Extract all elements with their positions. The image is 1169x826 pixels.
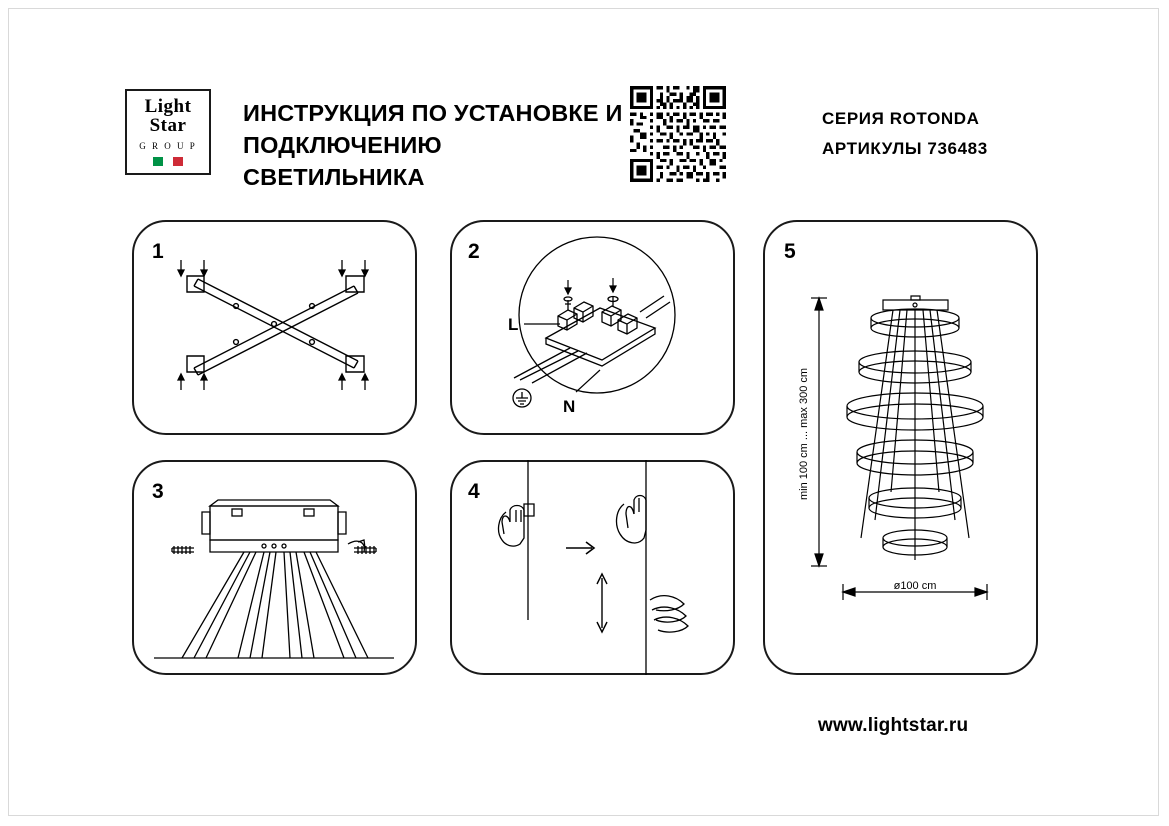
logo-line-1: Light — [144, 96, 192, 117]
step-4-illustration — [450, 460, 735, 675]
series-label: СЕРИЯ ROTONDA — [822, 109, 980, 128]
step-5-illustration — [763, 220, 1038, 675]
page-title — [243, 97, 623, 193]
neutral-terminal-label: N — [563, 397, 576, 416]
article-label: АРТИКУЛЫ 736483 — [822, 139, 988, 158]
diameter-dimension-label: ø100 cm — [893, 580, 937, 592]
step-number-5: 5 — [784, 240, 796, 263]
logo-group-text: G R O U P — [139, 141, 197, 151]
website-url[interactable]: www.lightstar.ru — [818, 715, 969, 736]
height-dimension-label: min 100 cm ... max 300 cm — [798, 367, 810, 501]
logo-line-2: Star — [149, 115, 187, 136]
page-title-line-2: ПОДКЛЮЧЕНИЮ СВЕТИЛЬНИКА — [243, 132, 442, 190]
step-number-1: 1 — [152, 240, 164, 263]
page-title-line-1: ИНСТРУКЦИЯ ПО УСТАНОВКЕ И — [243, 100, 623, 126]
italy-flag-icon — [153, 157, 183, 166]
step-number-4: 4 — [468, 480, 480, 503]
step-3-illustration — [132, 460, 417, 675]
step-2-illustration — [450, 220, 735, 435]
step-1-illustration — [132, 220, 417, 435]
product-info — [822, 104, 988, 164]
live-terminal-label: L — [508, 315, 519, 334]
brand-logo — [125, 89, 211, 175]
step-number-3: 3 — [152, 480, 164, 503]
logo-wordmark — [127, 97, 209, 135]
step-number-2: 2 — [468, 240, 480, 263]
qr-code-icon — [630, 86, 726, 182]
